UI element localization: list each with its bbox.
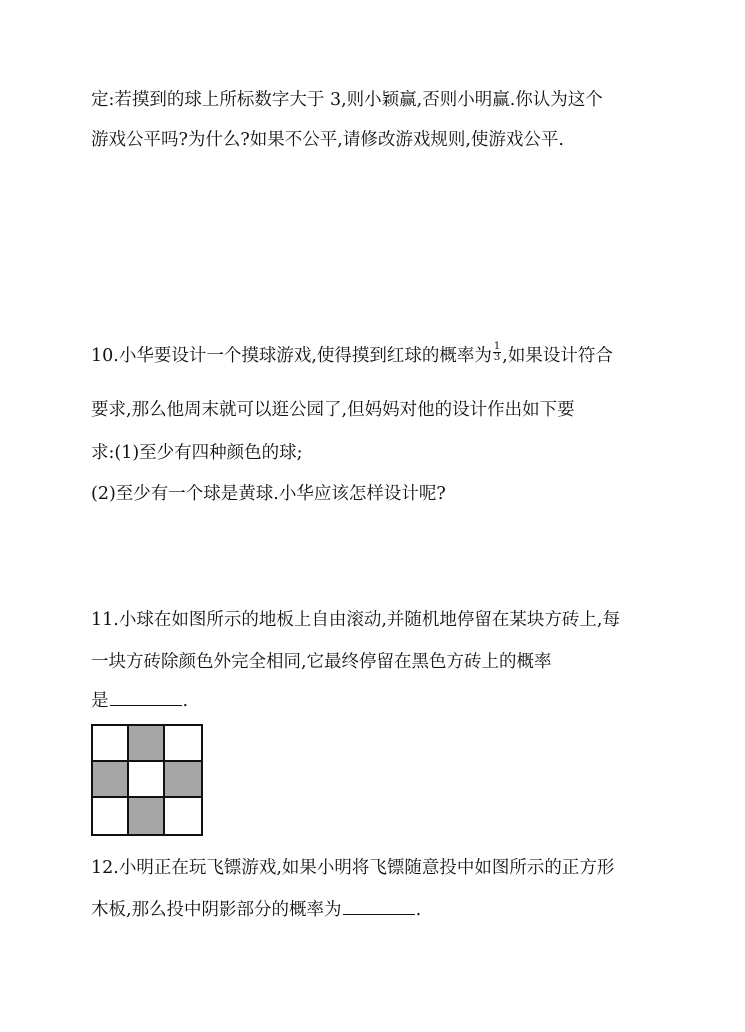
q10-line-1 — [91, 341, 613, 368]
q12-text-before-blank: 木板,那么投中阴影部分的概率为 — [91, 900, 342, 920]
q10-line-2: 要求,那么他周末就可以逛公园了,但妈妈对他的设计作出如下要 — [91, 400, 575, 420]
answer-blank-q11[interactable] — [110, 689, 182, 706]
answer-blank-q12[interactable] — [343, 898, 415, 915]
q9-line-2: 游戏公平吗?为什么?如果不公平,请修改游戏规则,使游戏公平. — [91, 130, 564, 150]
q11-line-2: 一块方砖除颜色外完全相同,它最终停留在黑色方砖上的概率 — [91, 652, 552, 672]
q12-line-1: 12.小明正在玩飞镖游戏,如果小明将飞镖随意投中如图所示的正方形 — [91, 858, 615, 878]
q10-text-before-fraction: 10.小华要设计一个摸球游戏,使得摸到红球的概率为 — [91, 346, 492, 366]
q11-text-before-blank: 是 — [91, 691, 109, 711]
fraction-numerator: 1 — [493, 341, 501, 352]
shaded-tile — [93, 762, 129, 798]
q10-line-4: (2)至少有一个球是黄球.小华应该怎样设计呢? — [91, 484, 446, 504]
white-tile — [93, 798, 129, 834]
tile-floor-grid — [91, 724, 203, 836]
white-tile — [165, 798, 201, 834]
q9-line-1: 定:若摸到的球上所标数字大于 3,则小颖赢,否则小明赢.你认为这个 — [91, 90, 603, 110]
q10-text-after-fraction: ,如果设计符合 — [502, 346, 613, 366]
shaded-tile — [129, 798, 165, 834]
q12-line-2 — [91, 898, 421, 922]
q12-period: . — [415, 900, 422, 920]
q11-line-3 — [91, 689, 188, 713]
fraction-denominator: 3 — [493, 352, 501, 363]
q11-period: . — [182, 691, 189, 711]
probability-fraction — [493, 342, 501, 363]
q10-line-3: 求:(1)至少有四种颜色的球; — [91, 443, 303, 463]
shaded-tile — [129, 726, 165, 762]
white-tile — [129, 762, 165, 798]
q11-line-1: 11.小球在如图所示的地板上自由滚动,并随机地停留在某块方砖上,每 — [91, 610, 620, 630]
white-tile — [165, 726, 201, 762]
white-tile — [93, 726, 129, 762]
shaded-tile — [165, 762, 201, 798]
